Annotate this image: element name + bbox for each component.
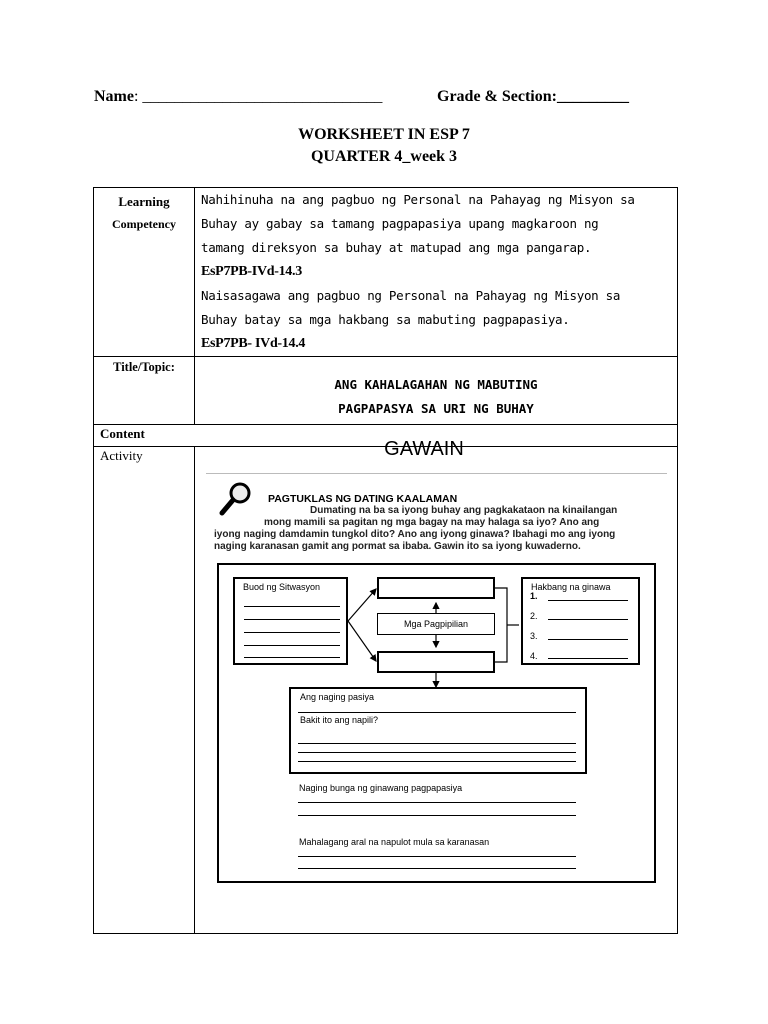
topic-line: PAGPAPASYA SA URI NG BUHAY [338,401,534,416]
result-line [298,802,576,803]
choices-label: Mga Pagpipilian [403,619,469,629]
step-number: 3. [530,631,538,641]
learning-label: Learning [118,194,170,209]
step-number: 1. [530,591,538,601]
why-label: Bakit ito ang napili? [300,715,379,725]
instruction-line: Dumating na ba sa iyong buhay ang pagkakataon na kinailangan [310,505,618,516]
heading-divider [206,473,667,474]
decision-line [298,712,576,713]
situation-label: Buod ng Sitwasyon [243,582,321,592]
learning-competency-row [94,188,678,357]
learning-competency-label-cell [94,188,195,357]
learning-competency-content [195,188,678,357]
quarter-title: QUARTER 4_week 3 [310,148,458,165]
competency-text-line: Buhay batay sa mga hakbang sa mabuting pagpapasiya. [201,312,570,327]
competency-text-line: Buhay ay gabay sa tamang pagpapasiya upang magkaroon ng [201,216,599,231]
lesson-line [298,868,576,869]
activity-heading: GAWAIN [384,438,464,460]
instruction-line: naging karanasan gamit ang pormat sa ibaba. Gawin ito sa iyong kuwaderno. [214,541,581,552]
lesson-line [298,856,576,857]
step-number: 2. [530,611,538,621]
topic-row [94,357,678,425]
grade-section-field: Grade & Section:_________ [437,88,629,105]
competency-label: Competency [112,217,176,231]
topic-content [195,357,678,425]
result-label: Naging bunga ng ginawang pagpapasiya [299,783,463,793]
why-line [298,761,576,762]
content-label: Content [100,426,145,441]
header-row [94,88,654,106]
why-line [298,752,576,753]
decision-label: Ang naging pasiya [300,692,375,702]
competency-code: EsP7PB-IVd-14.3 [201,264,302,279]
activity-label-cell [94,447,195,934]
competency-text-line: Naisasagawa ang pagbuo ng Personal na Pahayag ng Misyon sa [201,288,621,303]
name-field: : ______________________________ [133,88,383,105]
instructions [214,505,659,553]
instruction-line: iyong naging damdamin tungkol dito? Ano ang iyong ginawa? Ibahagi mo ang iyong [214,529,616,540]
instruction-line: mong mamili sa pagitan ng mga bagay na may halaga sa iyo? Ano ang [264,517,600,528]
diagram-arrows [217,563,656,693]
step-number: 4. [530,651,538,661]
competency-code: EsP7PB- IVd-14.4 [201,336,306,351]
result-line [298,815,576,816]
topic-label-cell [94,357,195,425]
competency-text-line: Nahihinuha na ang pagbuo ng Personal na Pahayag ng Misyon sa [201,192,635,207]
lesson-label: Mahalagang aral na napulot mula sa karanasan [299,837,490,847]
name-label: Name [94,88,134,105]
topic-label: Title/Topic: [113,360,175,374]
section-title: PAGTUKLAS NG DATING KAALAMAN [268,493,458,505]
activity-label: Activity [100,448,143,463]
competency-text-line: tamang direksyon sa buhay at matupad ang mga pangarap. [201,240,592,255]
steps-label: Hakbang na ginawa [531,582,611,592]
why-line [298,743,576,744]
worksheet-title: WORKSHEET IN ESP 7 [298,126,470,143]
topic-line: ANG KAHALAGAHAN NG MABUTING [334,377,538,392]
